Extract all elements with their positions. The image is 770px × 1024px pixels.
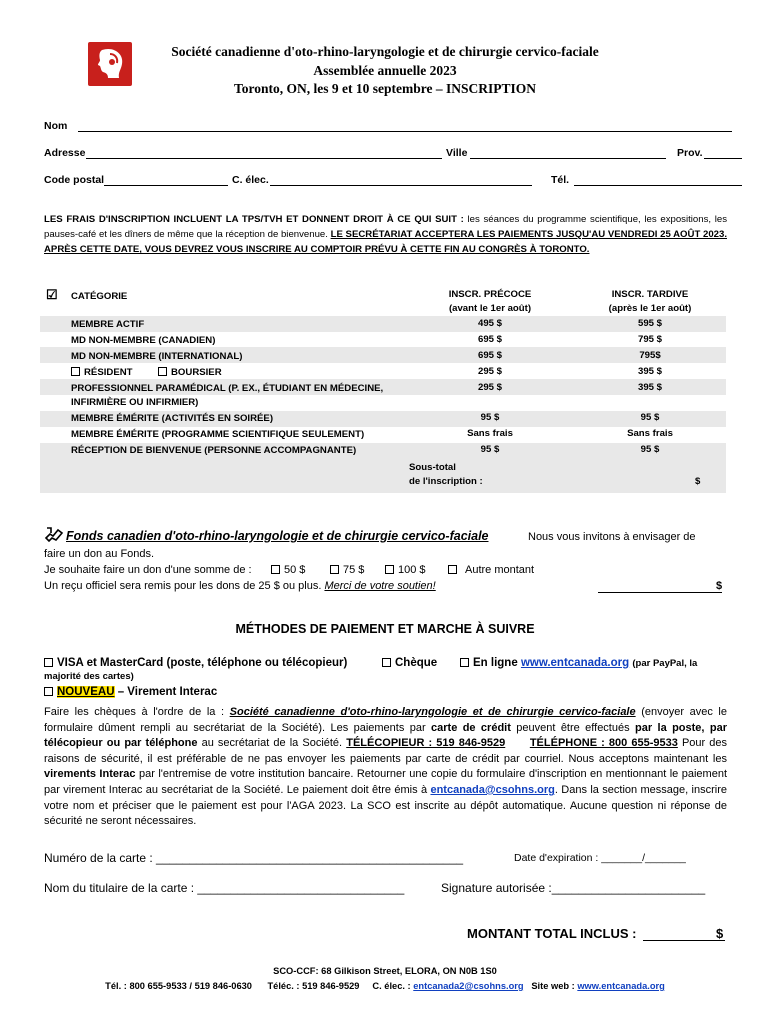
late-price: 395 $ (637, 382, 662, 393)
code-postal-label: Code postal (44, 174, 105, 186)
donation-75-checkbox[interactable] (330, 565, 339, 574)
early-col-sub: (avant le 1er août) (448, 303, 532, 314)
nouveau-badge: NOUVEAU (57, 686, 115, 698)
prov-label: Prov. (677, 147, 703, 159)
category-label: MEMBRE ACTIF (71, 319, 145, 330)
donation-other-checkbox[interactable] (448, 565, 457, 574)
late-price: 595 $ (637, 318, 662, 329)
instr-interac: virements Interac (44, 768, 136, 781)
instr-cc: carte de crédit (431, 721, 511, 734)
donation-other-label: Autre montant (465, 564, 535, 576)
row-band (40, 459, 726, 493)
instr-org: Société canadienne d'oto-rhino-laryngologie et de chirurgie cervico-faciale (229, 706, 636, 718)
donation-50-checkbox[interactable] (271, 565, 280, 574)
donation-prompt: Je souhaite faire un don d'une somme de : (44, 564, 252, 576)
footer-tel: Tél. : 800 655-9533 / 519 846-0630 (105, 981, 252, 991)
fax-number: TÉLÉCOPIEUR : 519 846-9529 (346, 737, 506, 750)
visa-option[interactable] (44, 657, 347, 669)
paypal-note-cont: majorité des cartes) (44, 671, 134, 682)
fund-title: Fonds canadien d'oto-rhino-laryngologie et de chirurgie cervico-faciale (66, 529, 489, 543)
categorie-header: CATÉGORIE (71, 291, 128, 302)
late-price: 395 $ (637, 366, 662, 377)
header-meeting: Assemblée annuelle 2023 (313, 63, 457, 78)
courriel-field[interactable] (270, 185, 532, 186)
instr-text: par l'entremise de votre institution bancaire. Retourner une copie du formulaire d'inscription en mentionnant le paiement par virement Interac au secrétariat de la Société. Le paiement doit être émis à (44, 768, 727, 796)
instr-text: . Dans la section message, inscrire votre nom et préciser que le paiement est pour l'AGA 2023. La SCO est inscrite au dépôt automatique. Aucune question ni réponse de sécurité ne seront nécessaires. (44, 783, 727, 828)
expiry-field[interactable]: Date d'expiration : _______/_______ (514, 852, 686, 864)
adresse-field[interactable] (86, 158, 442, 159)
header-location: Toronto, ON, les 9 et 10 septembre – INSCRIPTION (233, 81, 536, 96)
online-checkbox[interactable] (460, 658, 469, 667)
donation-amount-field[interactable] (598, 592, 722, 593)
profile-head-icon (88, 42, 132, 86)
resident-checkbox[interactable] (71, 367, 80, 376)
courriel-label: C. élec. (232, 174, 269, 186)
card-number-field[interactable]: Numéro de la carte : ______________________________________________ (44, 851, 464, 865)
category-label-cont: INFIRMIÈRE OU INFIRMIER) (71, 397, 199, 408)
adresse-label: Adresse (44, 147, 86, 159)
card-holder-field[interactable]: Nom du titulaire de la carte : _______________________________ (44, 881, 405, 895)
footer-email-link[interactable]: entcanada2@csohns.org (413, 981, 524, 991)
donation-option-50[interactable] (271, 564, 305, 576)
thanks-text: Merci de votre soutien! (324, 580, 436, 592)
late-col-sub: (après le 1er août) (608, 303, 692, 314)
code-postal-field[interactable] (104, 185, 228, 186)
instr-text: (envoyer avec le formulaire dûment rempli au secrétariat de la Société). Les paiements par (44, 706, 727, 734)
instr-text: Faire les chèques à l'ordre de la : (44, 706, 225, 718)
early-col-header: INSCR. PRÉCOCE (448, 289, 532, 300)
donation-option-75[interactable] (330, 564, 364, 576)
category-label: MD NON-MEMBRE (INTERNATIONAL) (71, 351, 243, 362)
header-society-name: Société canadienne d'oto-rhino-laryngologie et de chirurgie cervico-faciale (171, 44, 599, 59)
fund-invite: Nous vous invitons à envisager de (528, 531, 696, 543)
nom-field[interactable] (78, 131, 732, 132)
fees-deadline: LE SECRÉTARIAT ACCEPTERA LES PAIEMENTS JUSQU'AU VENDREDI 25 AOÛT 2023. APRÈS CETTE DATE, VOUS DEVREZ VOUS INSCRIRE AU COMPTOIR PRÉVU À CETTE FIN AU CONGRÈS À TORONTO. (44, 229, 727, 255)
late-price: 795$ (639, 350, 661, 361)
ville-field[interactable] (470, 158, 666, 159)
boursier-option[interactable] (158, 366, 222, 379)
donation-100-checkbox[interactable] (385, 565, 394, 574)
society-logo (88, 42, 132, 86)
email-link[interactable]: entcanada@csohns.org (430, 783, 555, 796)
category-label: MEMBRE ÉMÉRITE (PROGRAMME SCIENTIFIQUE SEULEMENT) (71, 429, 365, 440)
early-price: 495 $ (477, 318, 502, 329)
instr-text: Pour des raisons de sécurité, il est préférable de ne pas envoyer les paiements par carte de crédit par courriel. Nous acceptons maintenant les (44, 737, 728, 765)
footer-address: SCO-CCF: 68 Gilkison Street, ELORA, ON N0B 1S0 (273, 966, 497, 976)
early-price: 295 $ (477, 382, 502, 393)
instr-text: au secrétariat de la Société. (201, 737, 343, 750)
resident-label: RÉSIDENT (84, 367, 133, 378)
boursier-checkbox[interactable] (158, 367, 167, 376)
receipt-text: Un reçu officiel sera remis pour les dons de 25 $ ou plus. (44, 580, 322, 592)
paypal-note: (par PayPal, la (632, 658, 698, 669)
ville-label: Ville (446, 147, 468, 159)
nom-label: Nom (44, 120, 68, 132)
footer-web-link[interactable]: www.entcanada.org (577, 981, 665, 991)
late-price: Sans frais (627, 428, 673, 439)
late-price: 95 $ (640, 444, 660, 455)
footer-contacts (0, 981, 770, 991)
cheque-option[interactable] (382, 657, 437, 669)
signature-field[interactable]: Signature autorisée :_______________________ (441, 881, 706, 895)
donation-option-other[interactable] (448, 564, 534, 576)
prov-field[interactable] (704, 158, 742, 159)
donation-option-100[interactable] (385, 564, 426, 576)
boursier-label: BOURSIER (171, 367, 222, 378)
cheque-label: Chèque (395, 657, 438, 669)
instr-post: par la poste, par télécopieur ou par téléphone (44, 721, 727, 750)
category-label: MD NON-MEMBRE (CANADIEN) (71, 335, 216, 346)
total-currency: $ (716, 926, 724, 941)
interac-label: – Virement Interac (117, 686, 218, 698)
subtotal-label-cont: de l'inscription : (409, 476, 483, 487)
late-price: 795 $ (637, 334, 662, 345)
donation-75-label: 75 $ (343, 564, 365, 576)
instr-text: peuvent être effectués (516, 721, 630, 734)
phone-number: TÉLÉPHONE : 800 655-9533 (529, 737, 678, 750)
donation-currency: $ (716, 580, 723, 592)
late-col-header: INSCR. TARDIVE (611, 289, 689, 300)
early-price: Sans frais (467, 428, 513, 439)
early-price: 695 $ (477, 334, 502, 345)
checked-box-icon: ☑ (46, 287, 58, 302)
category-label: PROFESSIONNEL PARAMÉDICAL (P. EX., ÉTUDIANT EN MÉDECINE, (71, 383, 384, 394)
total-label: MONTANT TOTAL INCLUS : (467, 926, 637, 941)
online-url-link[interactable]: www.entcanada.org (520, 657, 630, 669)
footer-fax: Téléc. : 519 846-9529 (267, 981, 360, 991)
online-label: En ligne (473, 657, 518, 669)
receipt-note (44, 580, 436, 592)
subtotal-label: Sous-total (409, 462, 456, 473)
interac-option[interactable] (44, 686, 217, 698)
footer-web-label: Site web : (531, 981, 575, 991)
total-amount-field[interactable] (643, 940, 725, 941)
fees-bold: LES FRAIS D'INSCRIPTION INCLUENT LA TPS/TVH ET DONNENT DROIT À CE QUI SUIT : (44, 214, 464, 225)
fees-statement (44, 212, 727, 257)
interac-checkbox[interactable] (44, 687, 53, 696)
early-price: 95 $ (480, 412, 500, 423)
footer-email-label: C. élec. : (372, 981, 411, 991)
late-price: 95 $ (640, 412, 660, 423)
subtotal-currency[interactable]: $ (695, 476, 701, 487)
early-price: 695 $ (477, 350, 502, 361)
tel-field[interactable] (574, 185, 742, 186)
visa-checkbox[interactable] (44, 658, 53, 667)
tel-label: Tél. (551, 174, 570, 186)
visa-label: VISA et MasterCard (poste, téléphone ou télécopieur) (57, 657, 348, 669)
donation-50-label: 50 $ (284, 564, 306, 576)
payment-title: MÉTHODES DE PAIEMENT ET MARCHE À SUIVRE (235, 622, 535, 636)
payment-instructions (44, 705, 727, 830)
early-price: 295 $ (477, 366, 502, 377)
category-label: MEMBRE ÉMÉRITE (ACTIVITÉS EN SOIRÉE) (71, 413, 274, 424)
fees-text: les séances du programme scientifique, les expositions, les pauses-café et les dîners de même que la réception de bienvenue. (44, 214, 727, 240)
online-option[interactable] (460, 657, 697, 669)
category-label: RÉCEPTION DE BIENVENUE (PERSONNE ACCOMPAGNANTE) (71, 445, 357, 456)
fund-invite-cont: faire un don au Fonds. (44, 548, 155, 560)
donation-100-label: 100 $ (398, 564, 426, 576)
cheque-checkbox[interactable] (382, 658, 391, 667)
resident-option[interactable] (71, 366, 133, 379)
early-price: 95 $ (480, 444, 500, 455)
handshake-icon (44, 524, 64, 544)
